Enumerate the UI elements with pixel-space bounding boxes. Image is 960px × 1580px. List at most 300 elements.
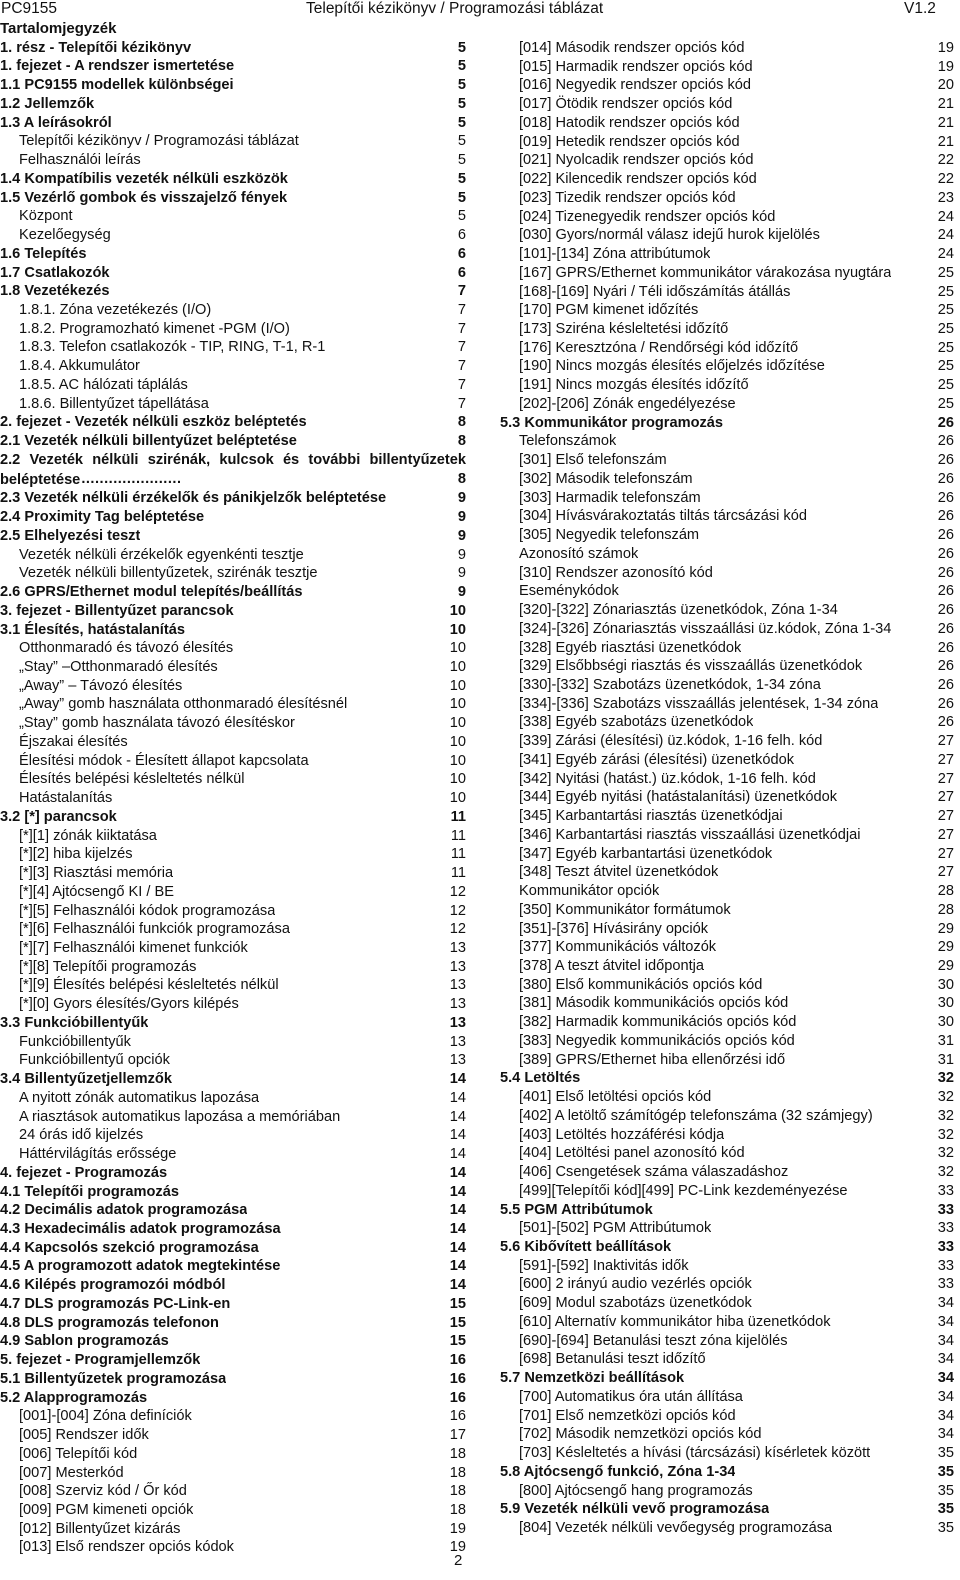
- toc-entry-page: 16: [449, 1389, 466, 1406]
- toc-entry[interactable]: [0, 508, 466, 527]
- toc-entry-title: [101]-[134] Zóna attribútumok: [519, 246, 711, 263]
- toc-entry-title: [302] Második telefonszám: [519, 470, 693, 487]
- toc-entry-title: 3. fejezet - Billentyűzet parancsok: [0, 602, 234, 619]
- toc-entry-page: 10: [449, 696, 466, 713]
- toc-entry[interactable]: [0, 1389, 466, 1408]
- toc-left-column: [0, 20, 466, 1557]
- toc-entry[interactable]: [500, 1107, 954, 1126]
- toc-entry-page: 6: [457, 227, 466, 244]
- toc-entry[interactable]: [500, 994, 954, 1013]
- toc-entry-page: 14: [449, 1164, 466, 1181]
- toc-entry[interactable]: [0, 301, 466, 320]
- toc-entry[interactable]: [0, 995, 466, 1014]
- toc-entry[interactable]: [500, 826, 954, 845]
- toc-entry[interactable]: [500, 639, 954, 658]
- toc-entry[interactable]: [0, 264, 466, 283]
- toc-entry[interactable]: [500, 114, 954, 133]
- toc-entry-page: 35: [937, 1445, 954, 1462]
- toc-entry[interactable]: [0, 1351, 466, 1370]
- toc-entry[interactable]: [500, 1519, 954, 1538]
- toc-entry[interactable]: [0, 1332, 466, 1351]
- toc-entry[interactable]: [0, 770, 466, 789]
- toc-entry[interactable]: [0, 602, 466, 621]
- toc-entry[interactable]: [0, 695, 466, 714]
- toc-entry[interactable]: [500, 657, 954, 676]
- toc-entry[interactable]: [500, 245, 954, 264]
- toc-entry[interactable]: [500, 1463, 954, 1482]
- toc-entry[interactable]: [500, 1369, 954, 1388]
- toc-entry[interactable]: [500, 1201, 954, 1220]
- toc-entry[interactable]: [500, 751, 954, 770]
- toc-entry[interactable]: [500, 95, 954, 114]
- toc-entry-page: 32: [937, 1089, 954, 1106]
- toc-entry[interactable]: [0, 1108, 466, 1127]
- toc-entry[interactable]: [0, 564, 466, 583]
- toc-entry-title: 1.1 PC9155 modellek különbségei: [0, 77, 234, 94]
- toc-entry[interactable]: [500, 1032, 954, 1051]
- toc-entry-title: 1. rész - Telepítői kézikönyv: [0, 39, 192, 56]
- toc-entry[interactable]: [500, 882, 954, 901]
- toc-entry[interactable]: [0, 1257, 466, 1276]
- toc-entry[interactable]: [0, 1089, 466, 1108]
- toc-entry-title: [698] Betanulási teszt időzítő: [519, 1351, 706, 1368]
- toc-entry[interactable]: [500, 151, 954, 170]
- toc-entry[interactable]: [500, 1275, 954, 1294]
- toc-entry-title: [013] Első rendszer opciós kódok: [19, 1539, 234, 1556]
- toc-entry-page: 5: [457, 39, 466, 56]
- toc-entry-page: 25: [937, 377, 954, 394]
- toc-entry[interactable]: [0, 976, 466, 995]
- toc-entry[interactable]: [500, 1144, 954, 1163]
- toc-entry-title: [344] Egyéb nyitási (hatástalanítási) üzenetkódok: [519, 789, 838, 806]
- toc-entry-title: 1.2 Jellemzők: [0, 95, 95, 112]
- toc-entry-title: [329] Elsőbbségi riasztás és visszaállás üzenetkódok: [519, 658, 863, 675]
- toc-entry[interactable]: [500, 732, 954, 751]
- toc-entry-title: [382] Harmadik kommunikációs opciós kód: [519, 1014, 797, 1031]
- toc-entry-page: 14: [449, 1239, 466, 1256]
- toc-entry-page: 25: [937, 264, 954, 281]
- toc-entry-page: 18: [449, 1483, 466, 1500]
- toc-entry[interactable]: [500, 920, 954, 939]
- toc-entry[interactable]: [0, 1370, 466, 1389]
- toc-entry-page: 24: [937, 246, 954, 263]
- toc-entry[interactable]: [500, 526, 954, 545]
- toc-entry[interactable]: [500, 189, 954, 208]
- toc-entry[interactable]: [0, 57, 466, 76]
- toc-entry[interactable]: [0, 864, 466, 883]
- toc-entry[interactable]: [500, 357, 954, 376]
- toc-entry[interactable]: [500, 901, 954, 920]
- toc-entry-title: Éjszakai élesítés: [19, 733, 128, 750]
- toc-entry-page: 26: [937, 695, 954, 712]
- toc-entry[interactable]: [500, 1407, 954, 1426]
- toc-entry-title: [019] Hetedik rendszer opciós kód: [519, 133, 740, 150]
- toc-entry[interactable]: [0, 808, 466, 827]
- toc-entry-title: 5.6 Kibővített beállítások: [500, 1239, 672, 1255]
- toc-entry-title: A riasztások automatikus lapozása a memóriában: [19, 1108, 341, 1125]
- toc-entry[interactable]: [500, 545, 954, 564]
- toc-entry-title: [030] Gyors/normál válasz idejű hurok kijelölés: [519, 227, 820, 244]
- toc-entry[interactable]: [500, 1013, 954, 1032]
- toc-entry[interactable]: [0, 39, 466, 58]
- toc-entry-title: [378] A teszt átvitel időpontja: [519, 957, 704, 974]
- toc-entry[interactable]: [0, 1426, 466, 1445]
- toc-entry-title: 5.3 Kommunikátor programozás: [500, 414, 724, 431]
- toc-entry[interactable]: [0, 1164, 466, 1183]
- toc-entry-page: 7: [457, 339, 466, 356]
- toc-entry-title: [610] Alternatív kommunikátor hiba üzenetkódok: [519, 1313, 831, 1330]
- toc-entry[interactable]: [0, 1201, 466, 1220]
- toc-entry[interactable]: [500, 1388, 954, 1407]
- toc-entry[interactable]: [0, 245, 466, 264]
- toc-entry[interactable]: [0, 939, 466, 958]
- toc-entry[interactable]: [500, 76, 954, 95]
- toc-entry[interactable]: [500, 620, 954, 639]
- toc-entry-title: [703] Késleltetés a hívási (tárcsázási) kísérletek között: [519, 1445, 871, 1462]
- toc-entry[interactable]: [500, 582, 954, 601]
- toc-entry-page: 9: [457, 509, 466, 526]
- toc-entry[interactable]: [500, 1126, 954, 1145]
- toc-entry-page: 13: [449, 958, 466, 975]
- toc-entry[interactable]: [500, 1238, 954, 1257]
- toc-entry-page: 5: [457, 58, 466, 75]
- toc-entry[interactable]: [500, 1444, 954, 1463]
- toc-entry[interactable]: [500, 1294, 954, 1313]
- toc-entry[interactable]: [500, 414, 954, 433]
- toc-entry[interactable]: [500, 1500, 954, 1519]
- toc-entry[interactable]: [0, 1220, 466, 1239]
- toc-entry[interactable]: [0, 1520, 466, 1539]
- toc-entry[interactable]: [0, 733, 466, 752]
- toc-entry-page: 24: [937, 208, 954, 225]
- toc-entry-page: 35: [937, 1501, 954, 1518]
- toc-entry-page: 26: [937, 508, 954, 525]
- toc-entry-page: 22: [937, 171, 954, 188]
- toc-entry-page: 11: [450, 827, 466, 844]
- toc-entry[interactable]: [0, 282, 466, 301]
- header-title: Telepítői kézikönyv / Programozási táblázat: [306, 0, 604, 17]
- toc-entry[interactable]: [0, 677, 466, 696]
- toc-entry-title: [609] Modul szabotázs üzenetkódok: [519, 1295, 752, 1312]
- toc-entry[interactable]: [0, 714, 466, 733]
- toc-entry[interactable]: [0, 1407, 466, 1426]
- toc-entry[interactable]: [500, 395, 954, 414]
- toc-entry-page: 34: [937, 1332, 954, 1349]
- toc-entry-page: 14: [449, 1202, 466, 1219]
- toc-entry-page: 32: [937, 1070, 954, 1087]
- toc-entry-title: [341] Egyéb zárási (élesítési) üzenetkódok: [519, 751, 795, 768]
- toc-entry[interactable]: [0, 338, 466, 357]
- toc-entry-title: [016] Negyedik rendszer opciós kód: [519, 77, 752, 94]
- toc-entry[interactable]: [0, 883, 466, 902]
- toc-entry-title: Otthonmaradó és távozó élesítés: [19, 640, 234, 657]
- toc-entry[interactable]: [500, 1257, 954, 1276]
- toc-entry[interactable]: [0, 1145, 466, 1164]
- toc-entry[interactable]: [0, 902, 466, 921]
- toc-entry-title: 2.4 Proximity Tag beléptetése: [0, 509, 205, 526]
- toc-entry-page: 34: [937, 1407, 954, 1424]
- toc-entry[interactable]: [0, 1239, 466, 1258]
- toc-entry-title: [499][Telepítői kód][499] PC-Link kezdeményezése: [519, 1182, 848, 1199]
- toc-entry[interactable]: [0, 413, 466, 432]
- toc-entry-title: [*][3] Riasztási memória: [19, 865, 174, 882]
- toc-entry-page: 34: [937, 1295, 954, 1312]
- toc-entry-page: 35: [937, 1463, 954, 1480]
- toc-entry-title: 1.8.3. Telefon csatlakozók - TIP, RING, T-1, R-1: [19, 339, 326, 356]
- toc-entry[interactable]: [0, 76, 466, 95]
- toc-entry[interactable]: [0, 226, 466, 245]
- toc-entry-title: [381] Második kommunikációs opciós kód: [519, 995, 789, 1012]
- toc-entry-page: 21: [937, 96, 954, 113]
- toc-entry-title: „Away” gomb használata otthonmaradó élesítésnél: [19, 696, 348, 713]
- toc-entry[interactable]: [0, 546, 466, 565]
- toc-entry[interactable]: [0, 527, 466, 546]
- toc-entry[interactable]: [500, 320, 954, 339]
- toc-entry-title: 3.4 Billentyűzetjellemzők: [0, 1071, 172, 1088]
- toc-entry-page: 26: [937, 545, 954, 562]
- toc-entry[interactable]: [500, 283, 954, 302]
- toc-entry-title: 5.7 Nemzetközi beállítások: [500, 1370, 685, 1387]
- toc-entry-title: Azonosító számok: [519, 545, 639, 562]
- toc-entry-title: 4.9 Sablon programozás: [0, 1333, 169, 1350]
- toc-entry-page: 8: [457, 433, 466, 450]
- toc-entry[interactable]: [0, 752, 466, 771]
- toc-entry-title: „Stay” gomb használata távozó élesítéskor: [19, 715, 295, 732]
- toc-entry[interactable]: [500, 676, 954, 695]
- toc-entry-title: [339] Zárási (élesítési) üz.kódok, 1-16 felh. kód: [519, 733, 823, 750]
- toc-entry[interactable]: [0, 95, 466, 114]
- toc-entry-page: 9: [457, 565, 466, 582]
- toc-entry-page: 10: [449, 677, 466, 694]
- toc-entry[interactable]: [0, 151, 466, 170]
- toc-entry-title: [009] PGM kimeneti opciók: [19, 1502, 194, 1519]
- toc-entry-page: 5: [457, 208, 466, 225]
- toc-entry[interactable]: [500, 1051, 954, 1070]
- toc-entry-title: [330]-[332] Szabotázs üzenetkódok, 1-34 zóna: [519, 676, 821, 693]
- toc-entry[interactable]: [0, 621, 466, 640]
- toc-entry-title: 1. fejezet - A rendszer ismertetése: [0, 58, 235, 75]
- toc-entry-title: [173] Sziréna késleltetési időzítő: [519, 321, 729, 338]
- toc-entry[interactable]: [0, 1538, 466, 1557]
- toc-entry[interactable]: [500, 1482, 954, 1501]
- toc-entry-title: 3.3 Funkcióbillentyűk: [0, 1014, 149, 1031]
- toc-entry-page: 14: [449, 1146, 466, 1163]
- toc-entry-page: 16: [449, 1352, 466, 1369]
- toc-entry[interactable]: [0, 1501, 466, 1520]
- toc-entry[interactable]: [500, 1350, 954, 1369]
- toc-entry-page: 14: [449, 1277, 466, 1294]
- toc-entry[interactable]: [500, 1425, 954, 1444]
- toc-entry-page: 6: [457, 264, 466, 281]
- toc-entry[interactable]: [500, 845, 954, 864]
- toc-entry[interactable]: [500, 1219, 954, 1238]
- toc-entry[interactable]: [0, 1051, 466, 1070]
- toc-entry-page: 26: [937, 602, 954, 619]
- toc-entry[interactable]: [500, 376, 954, 395]
- toc-entry[interactable]: [0, 789, 466, 808]
- toc-entry-page: 27: [937, 826, 954, 843]
- toc-entry[interactable]: [0, 114, 466, 133]
- toc-entry[interactable]: [0, 451, 466, 489]
- toc-entry[interactable]: [500, 788, 954, 807]
- toc-entry-page: 12: [449, 921, 466, 938]
- toc-entry[interactable]: [0, 658, 466, 677]
- toc-entry[interactable]: [500, 39, 954, 58]
- toc-entry-title: 5.8 Ajtócsengő funkció, Zóna 1-34: [500, 1463, 736, 1480]
- toc-entry-page: 11: [450, 865, 466, 882]
- toc-entry[interactable]: [0, 1482, 466, 1501]
- toc-entry-page: 31: [937, 1051, 954, 1068]
- toc-entry[interactable]: [0, 920, 466, 939]
- toc-entry-page: 29: [937, 920, 954, 937]
- toc-entry[interactable]: [0, 583, 466, 602]
- page-number: 2: [454, 1552, 463, 1569]
- toc-entry-page: 26: [937, 489, 954, 506]
- toc-entry-title: [*][6] Felhasználói funkciók programozása: [19, 921, 290, 938]
- toc-entry[interactable]: [500, 451, 954, 470]
- toc-entry[interactable]: [500, 695, 954, 714]
- toc-entry-page: 10: [449, 715, 466, 732]
- toc-entry-page: 25: [937, 283, 954, 300]
- toc-entry[interactable]: [0, 395, 466, 414]
- toc-entry[interactable]: [0, 357, 466, 376]
- toc-entry[interactable]: [0, 376, 466, 395]
- toc-entry[interactable]: [0, 845, 466, 864]
- toc-entry[interactable]: [0, 1033, 466, 1052]
- toc-entry-title: [024] Tizenegyedik rendszer opciós kód: [519, 208, 776, 225]
- toc-entry[interactable]: [500, 863, 954, 882]
- toc-entry[interactable]: [500, 133, 954, 152]
- toc-entry[interactable]: [0, 1126, 466, 1145]
- toc-entry-page: 25: [937, 339, 954, 356]
- toc-entry-title: Kezelőegység: [19, 227, 111, 244]
- toc-entry[interactable]: [0, 1014, 466, 1033]
- toc-entry-title: 4.8 DLS programozás telefonon: [0, 1314, 219, 1331]
- toc-entry-page: 26: [937, 639, 954, 656]
- toc-entry-title: 2.2 Vezeték nélküli szirénák, kulcsok és további billentyűzetek beléptetése: [0, 451, 466, 488]
- toc-entry[interactable]: [0, 432, 466, 451]
- toc-entry[interactable]: [500, 770, 954, 789]
- toc-entry[interactable]: [500, 58, 954, 77]
- toc-entry-title: [305] Negyedik telefonszám: [519, 527, 700, 544]
- toc-entry[interactable]: [500, 1163, 954, 1182]
- toc-entry[interactable]: [0, 1464, 466, 1483]
- toc-entry-title: Kommunikátor opciók: [519, 883, 660, 900]
- toc-entry[interactable]: [500, 976, 954, 995]
- toc-entry-page: 26: [937, 564, 954, 581]
- toc-entry[interactable]: [500, 1332, 954, 1351]
- toc-entry[interactable]: [0, 1183, 466, 1202]
- toc-entry-page: 10: [449, 790, 466, 807]
- toc-entry[interactable]: [0, 827, 466, 846]
- toc-entry-title: [383] Negyedik kommunikációs opciós kód: [519, 1032, 795, 1049]
- toc-entry-page: 10: [449, 658, 466, 675]
- toc-entry-page: 17: [449, 1427, 466, 1444]
- toc-entry[interactable]: [0, 1276, 466, 1295]
- toc-entry-title: [404] Letöltési panel azonosító kód: [519, 1145, 745, 1162]
- toc-entry[interactable]: [500, 489, 954, 508]
- toc-entry[interactable]: [500, 957, 954, 976]
- toc-entry-title: 1.7 Csatlakozók: [0, 264, 110, 281]
- toc-entry-title: 1.8.2. Programozható kimenet -PGM (I/O): [19, 320, 290, 337]
- toc-entry[interactable]: [500, 226, 954, 245]
- toc-entry[interactable]: [500, 208, 954, 227]
- toc-entry[interactable]: [500, 564, 954, 583]
- toc-entry[interactable]: [0, 1070, 466, 1089]
- toc-entry-page: 5: [457, 152, 466, 169]
- toc-entry[interactable]: [500, 432, 954, 451]
- toc-entry-page: 5: [457, 133, 466, 150]
- toc-entry[interactable]: [0, 207, 466, 226]
- toc-entry-title: [014] Második rendszer opciós kód: [519, 40, 745, 56]
- toc-entry-page: 16: [449, 1408, 466, 1425]
- toc-entry-title: Vezeték nélküli érzékelők egyenkénti tesztje: [19, 546, 304, 563]
- toc-entry[interactable]: [500, 713, 954, 732]
- toc-entry-title: [001]-[004] Zóna definíciók: [19, 1408, 192, 1425]
- toc-entry[interactable]: [500, 170, 954, 189]
- toc-entry[interactable]: [500, 264, 954, 283]
- toc-entry-title: [017] Ötödik rendszer opciós kód: [519, 96, 733, 113]
- toc-entry[interactable]: [0, 189, 466, 208]
- toc-entry[interactable]: [500, 1069, 954, 1088]
- toc-entry[interactable]: [0, 132, 466, 151]
- toc-entry[interactable]: [500, 807, 954, 826]
- toc-entry-page: 34: [937, 1388, 954, 1405]
- toc-entry-title: 4.6 Kilépés programozói módból: [0, 1277, 226, 1294]
- toc-entry[interactable]: [0, 170, 466, 189]
- toc-entry-title: Telepítői kézikönyv / Programozási táblázat: [19, 133, 299, 150]
- toc-entry[interactable]: [0, 958, 466, 977]
- toc-entry[interactable]: [500, 1088, 954, 1107]
- toc-entry[interactable]: [0, 1314, 466, 1333]
- toc-entry[interactable]: [0, 1445, 466, 1464]
- toc-entry[interactable]: [0, 1295, 466, 1314]
- toc-entry-title: „Stay” –Otthonmaradó élesítés: [19, 658, 218, 675]
- toc-entry-page: 26: [937, 676, 954, 693]
- toc-entry[interactable]: [500, 938, 954, 957]
- toc-entry-title: Eseménykódok: [519, 583, 619, 600]
- toc-entry[interactable]: [500, 1182, 954, 1201]
- toc-entry-title: [006] Telepítői kód: [19, 1445, 138, 1462]
- toc-entry-page: 13: [449, 1052, 466, 1069]
- toc-entry-title: [389] GPRS/Ethernet hiba ellenőrzési idő: [519, 1051, 786, 1068]
- toc-entry-title: [301] Első telefonszám: [519, 452, 667, 469]
- toc-entry-page: 25: [937, 358, 954, 375]
- toc-entry-page: 34: [937, 1313, 954, 1330]
- toc-entry[interactable]: [500, 601, 954, 620]
- toc-entry-title: [700] Automatikus óra után állítása: [519, 1388, 743, 1405]
- toc-entry-title: 4. fejezet - Programozás: [0, 1164, 168, 1181]
- toc-entry-page: 27: [937, 845, 954, 862]
- toc-entry-title: 3.1 Élesítés, hatástalanítás: [0, 621, 185, 638]
- toc-entry[interactable]: [0, 639, 466, 658]
- toc-entry-title: [702] Második nemzetközi opciós kód: [519, 1426, 762, 1443]
- toc-entry[interactable]: [500, 470, 954, 489]
- toc-entry[interactable]: [500, 301, 954, 320]
- toc-entry[interactable]: [0, 489, 466, 508]
- toc-entry-title: Funkcióbillentyűk: [19, 1033, 131, 1050]
- toc-entry[interactable]: [0, 320, 466, 339]
- toc-entry[interactable]: [500, 1313, 954, 1332]
- toc-entry-page: 13: [449, 977, 466, 994]
- toc-entry-page: 5: [457, 77, 466, 94]
- toc-entry-title: [*][8] Telepítői programozás: [19, 958, 197, 975]
- toc-entry-title: [690]-[694] Betanulási teszt zóna kijelölés: [519, 1332, 788, 1349]
- toc-entry-title: 2.5 Elhelyezési teszt: [0, 527, 141, 544]
- toc-entry[interactable]: [500, 339, 954, 358]
- toc-entry-title: [346] Karbantartási riasztás visszaállási üzenetkódjai: [519, 826, 861, 843]
- toc-entry[interactable]: [500, 507, 954, 526]
